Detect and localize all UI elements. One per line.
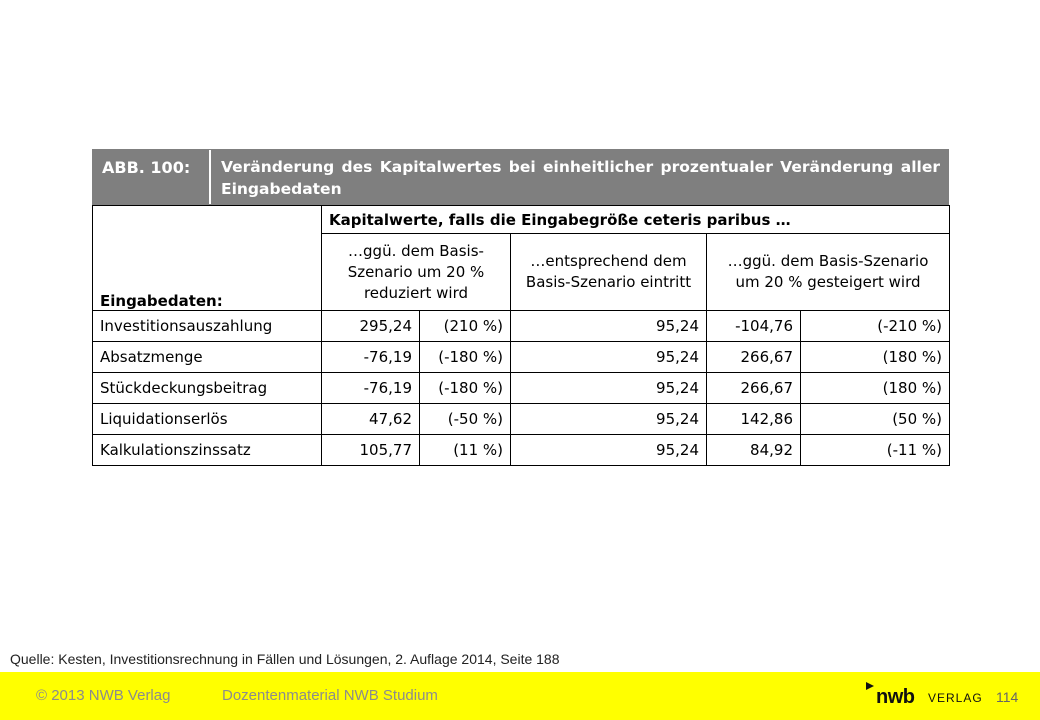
increased-pct: (-210 %): [801, 311, 950, 342]
reduced-pct: (-180 %): [420, 342, 511, 373]
corner-label: Eingabedaten:: [93, 206, 322, 311]
reduced-value: 47,62: [322, 404, 420, 435]
increased-value: 142,86: [707, 404, 801, 435]
increased-pct: (50 %): [801, 404, 950, 435]
logo-nwb-text: nwb: [876, 686, 915, 708]
reduced-pct: (11 %): [420, 435, 511, 466]
figure-number: ABB. 100:: [93, 150, 211, 204]
table-row: [93, 342, 950, 373]
increased-pct: (-11 %): [801, 435, 950, 466]
increased-value: 266,67: [707, 342, 801, 373]
source-citation: Quelle: Kesten, Investitionsrechnung in Fällen und Lösungen, 2. Auflage 2014, Seite 188: [10, 651, 560, 667]
table-row: [93, 373, 950, 404]
data-table: [92, 205, 950, 466]
footer-copyright: © 2013 NWB Verlag: [36, 687, 171, 704]
table-row: [93, 435, 950, 466]
table-row: [93, 404, 950, 435]
increased-value: -104,76: [707, 311, 801, 342]
increased-value: 266,67: [707, 373, 801, 404]
base-value: 95,24: [511, 373, 707, 404]
base-value: 95,24: [511, 342, 707, 373]
reduced-pct: (-180 %): [420, 373, 511, 404]
increased-pct: (180 %): [801, 373, 950, 404]
figure: [92, 149, 949, 464]
increased-value: 84,92: [707, 435, 801, 466]
increased-pct: (180 %): [801, 342, 950, 373]
reduced-value: -76,19: [322, 373, 420, 404]
row-label: Stückdeckungsbeitrag: [93, 373, 322, 404]
row-label: Investitionsauszahlung: [93, 311, 322, 342]
reduced-value: 295,24: [322, 311, 420, 342]
footer-material: Dozentenmaterial NWB Studium: [222, 687, 438, 704]
logo-verlag-text: VERLAG: [928, 691, 983, 705]
row-label: Kalkulationszinssatz: [93, 435, 322, 466]
reduced-pct: (-50 %): [420, 404, 511, 435]
base-value: 95,24: [511, 435, 707, 466]
footer-bar: [0, 672, 1040, 720]
logo-arrow-icon: [866, 682, 874, 690]
page-number: 114: [996, 689, 1019, 705]
row-label: Absatzmenge: [93, 342, 322, 373]
table-row: [93, 311, 950, 342]
reduced-pct: (210 %): [420, 311, 511, 342]
row-label: Liquidationserlös: [93, 404, 322, 435]
figure-header: [92, 149, 949, 205]
base-value: 95,24: [511, 311, 707, 342]
subheader-reduced: …ggü. dem Basis-Szenario um 20 % reduziert wird: [322, 234, 511, 311]
subheader-increased: …ggü. dem Basis-Szenario um 20 % gesteigert wird: [707, 234, 950, 311]
figure-title: Veränderung des Kapitalwertes bei einheitlicher prozentualer Veränderung aller Eingabedaten: [221, 158, 940, 198]
base-value: 95,24: [511, 404, 707, 435]
subheader-base: …entsprechend dem Basis-Szenario eintritt: [511, 234, 707, 311]
reduced-value: 105,77: [322, 435, 420, 466]
reduced-value: -76,19: [322, 342, 420, 373]
main-header: Kapitalwerte, falls die Eingabegröße ceteris paribus …: [322, 206, 950, 234]
